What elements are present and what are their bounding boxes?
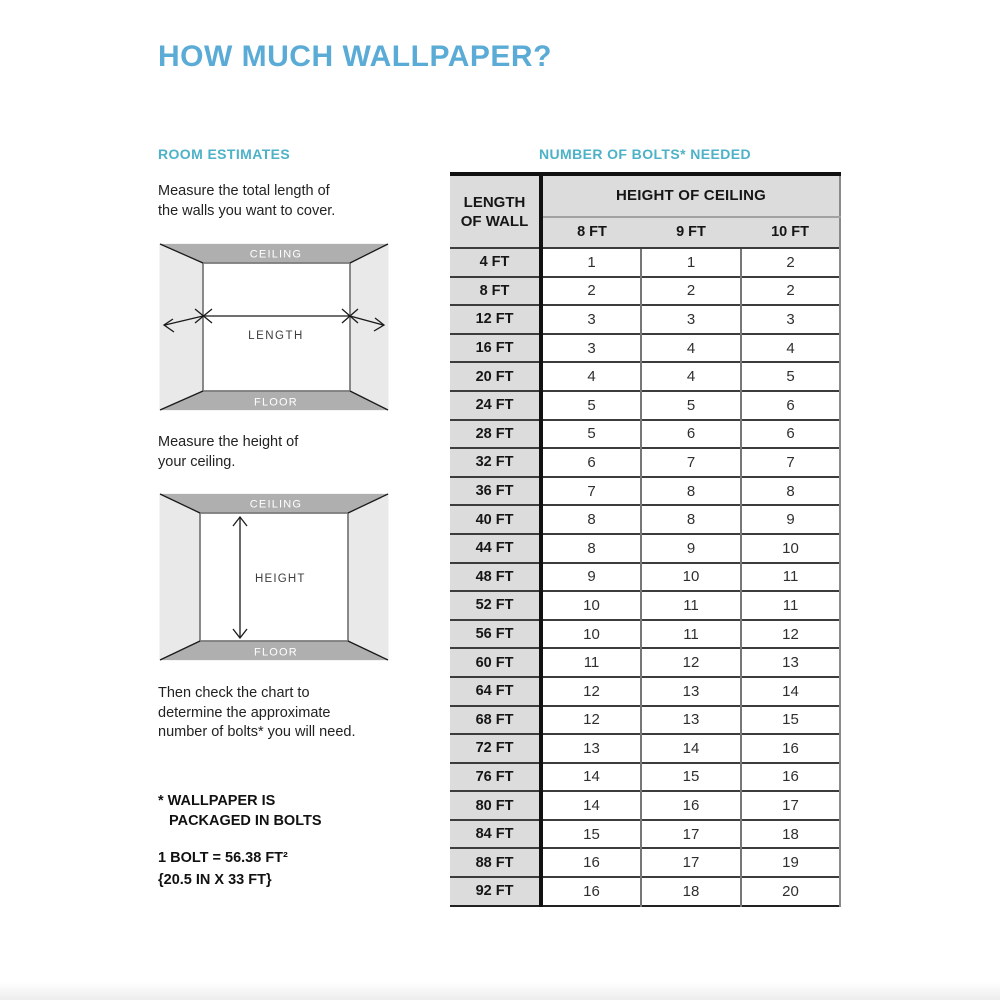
bolts-value-cell: 12 — [741, 620, 840, 649]
bolts-value-cell: 11 — [741, 563, 840, 592]
bolts-value-cell: 2 — [741, 248, 840, 277]
table-row — [450, 420, 840, 449]
wall-length-cell: 32 FT — [450, 448, 541, 477]
bolts-value-cell: 10 — [741, 534, 840, 563]
bolts-value-cell: 16 — [541, 848, 641, 877]
bolts-value-cell: 8 — [541, 534, 641, 563]
bolts-table-body — [450, 248, 840, 906]
bolts-value-cell: 10 — [541, 591, 641, 620]
bolts-value-cell: 5 — [741, 362, 840, 391]
wall-length-cell: 60 FT — [450, 648, 541, 677]
bolts-value-cell: 13 — [641, 706, 741, 735]
bolts-value-cell: 16 — [541, 877, 641, 906]
bolts-value-cell: 17 — [641, 848, 741, 877]
bolts-value-cell: 8 — [541, 505, 641, 534]
bolt-spec-line: {20.5 IN X 33 FT} — [158, 872, 272, 888]
bolts-value-cell: 15 — [641, 763, 741, 792]
bolts-value-cell: 1 — [541, 248, 641, 277]
height-room-diagram — [158, 492, 390, 662]
instruction-line: Then check the chart to — [158, 685, 310, 701]
wall-length-cell: 36 FT — [450, 477, 541, 506]
wall-length-cell: 8 FT — [450, 277, 541, 306]
bolts-value-cell: 13 — [641, 677, 741, 706]
column-header-10ft: 10 FT — [741, 217, 840, 248]
table-row — [450, 848, 840, 877]
wall-length-cell: 4 FT — [450, 248, 541, 277]
ceiling-label: CEILING — [249, 248, 303, 261]
bolts-value-cell: 11 — [541, 648, 641, 677]
bolts-table — [450, 172, 841, 907]
bolts-value-cell: 8 — [641, 477, 741, 506]
length-label: LENGTH — [248, 330, 304, 342]
bolts-needed-heading: NUMBER OF BOLTS* NEEDED — [539, 146, 751, 162]
room-estimates-heading: ROOM ESTIMATES — [158, 146, 291, 162]
bolts-value-cell: 4 — [541, 362, 641, 391]
height-of-ceiling-header: HEIGHT OF CEILING — [541, 174, 840, 217]
table-row — [450, 334, 840, 363]
wall-length-cell: 20 FT — [450, 362, 541, 391]
instruction-step-chart — [158, 684, 355, 743]
bolts-value-cell: 14 — [541, 791, 641, 820]
table-row — [450, 877, 840, 906]
bolts-value-cell: 14 — [541, 763, 641, 792]
table-row — [450, 706, 840, 735]
bolts-value-cell: 6 — [741, 420, 840, 449]
table-row — [450, 277, 840, 306]
bolt-spec-line: 1 BOLT = 56.38 FT² — [158, 850, 288, 866]
wall-length-cell: 12 FT — [450, 305, 541, 334]
table-row — [450, 620, 840, 649]
bolts-value-cell: 5 — [541, 391, 641, 420]
instruction-line: determine the approximate — [158, 704, 331, 721]
wall-length-cell: 88 FT — [450, 848, 541, 877]
table-row — [450, 591, 840, 620]
instruction-line: the walls you want to cover. — [158, 202, 336, 219]
table-row — [450, 734, 840, 763]
page-title: HOW MUCH WALLPAPER? — [158, 40, 552, 73]
bolts-value-cell: 7 — [741, 448, 840, 477]
bolts-value-cell: 12 — [541, 677, 641, 706]
wall-length-cell: 24 FT — [450, 391, 541, 420]
table-row — [450, 305, 840, 334]
bolts-value-cell: 13 — [541, 734, 641, 763]
floor-label: FLOOR — [254, 396, 298, 409]
instruction-step-length — [158, 182, 335, 221]
bolts-value-cell: 2 — [541, 277, 641, 306]
bolts-table-container — [450, 172, 842, 907]
bolts-value-cell: 2 — [741, 277, 840, 306]
page-bottom-shading — [0, 982, 1000, 1000]
table-row — [450, 362, 840, 391]
table-row — [450, 391, 840, 420]
footnote-line: * WALLPAPER IS — [158, 793, 276, 809]
bolts-value-cell: 6 — [541, 448, 641, 477]
bolts-value-cell: 5 — [541, 420, 641, 449]
bolts-value-cell: 3 — [741, 305, 840, 334]
bolts-value-cell: 9 — [541, 563, 641, 592]
table-row — [450, 563, 840, 592]
bolts-value-cell: 8 — [741, 477, 840, 506]
room-back-wall — [203, 263, 350, 391]
bolts-value-cell: 11 — [741, 591, 840, 620]
wall-length-cell: 48 FT — [450, 563, 541, 592]
instruction-line: number of bolts* you will need. — [158, 724, 356, 740]
wall-length-cell: 80 FT — [450, 791, 541, 820]
bolts-value-cell: 18 — [641, 877, 741, 906]
length-of-wall-header: LENGTH OF WALL — [450, 174, 541, 248]
bolts-value-cell: 13 — [741, 648, 840, 677]
wall-length-cell: 56 FT — [450, 620, 541, 649]
wall-length-cell: 92 FT — [450, 877, 541, 906]
bolts-value-cell: 6 — [741, 391, 840, 420]
table-row — [450, 677, 840, 706]
floor-label: FLOOR — [254, 646, 298, 659]
table-row — [450, 763, 840, 792]
bolts-value-cell: 4 — [641, 362, 741, 391]
bolts-value-cell: 9 — [641, 534, 741, 563]
wall-length-cell: 40 FT — [450, 505, 541, 534]
bolt-size-spec — [158, 847, 288, 891]
bolts-value-cell: 7 — [541, 477, 641, 506]
table-row — [450, 448, 840, 477]
bolts-value-cell: 3 — [541, 334, 641, 363]
wall-length-cell: 44 FT — [450, 534, 541, 563]
column-header-9ft: 9 FT — [641, 217, 741, 248]
bolts-value-cell: 12 — [641, 648, 741, 677]
bolts-value-cell: 16 — [741, 734, 840, 763]
column-header-8ft: 8 FT — [541, 217, 641, 248]
bolts-value-cell: 17 — [741, 791, 840, 820]
wall-length-cell: 76 FT — [450, 763, 541, 792]
bolts-value-cell: 16 — [641, 791, 741, 820]
instruction-line: Measure the height of — [158, 434, 299, 450]
bolts-value-cell: 16 — [741, 763, 840, 792]
bolts-value-cell: 5 — [641, 391, 741, 420]
wall-length-cell: 68 FT — [450, 706, 541, 735]
instruction-line: Measure the total length of — [158, 183, 330, 199]
bolts-value-cell: 3 — [641, 305, 741, 334]
bolts-value-cell: 2 — [641, 277, 741, 306]
bolts-value-cell: 4 — [741, 334, 840, 363]
bolts-value-cell: 11 — [641, 620, 741, 649]
table-header-row — [450, 174, 840, 217]
bolts-value-cell: 3 — [541, 305, 641, 334]
table-row — [450, 648, 840, 677]
instruction-step-height — [158, 433, 298, 472]
bolts-value-cell: 8 — [641, 505, 741, 534]
bolts-value-cell: 15 — [741, 706, 840, 735]
table-row — [450, 505, 840, 534]
bolts-value-cell: 10 — [541, 620, 641, 649]
bolts-value-cell: 7 — [641, 448, 741, 477]
height-label: HEIGHT — [255, 573, 306, 585]
bolts-value-cell: 10 — [641, 563, 741, 592]
wall-length-cell: 72 FT — [450, 734, 541, 763]
ceiling-label: CEILING — [249, 498, 303, 511]
bolts-value-cell: 4 — [641, 334, 741, 363]
bolts-value-cell: 12 — [541, 706, 641, 735]
bolts-value-cell: 20 — [741, 877, 840, 906]
wall-length-cell: 28 FT — [450, 420, 541, 449]
wall-length-cell: 16 FT — [450, 334, 541, 363]
table-row — [450, 820, 840, 849]
instruction-line: your ceiling. — [158, 453, 236, 470]
table-row — [450, 534, 840, 563]
bolts-value-cell: 17 — [641, 820, 741, 849]
table-row — [450, 248, 840, 277]
bolts-value-cell: 19 — [741, 848, 840, 877]
bolts-value-cell: 15 — [541, 820, 641, 849]
table-row — [450, 791, 840, 820]
bolts-value-cell: 1 — [641, 248, 741, 277]
bolts-value-cell: 14 — [741, 677, 840, 706]
wallpaper-bolts-footnote — [158, 792, 322, 831]
length-room-diagram — [158, 242, 390, 412]
table-row — [450, 477, 840, 506]
bolts-value-cell: 11 — [641, 591, 741, 620]
footnote-line: PACKAGED IN BOLTS — [169, 812, 322, 829]
bolts-value-cell: 9 — [741, 505, 840, 534]
wall-length-cell: 84 FT — [450, 820, 541, 849]
wall-length-cell: 52 FT — [450, 591, 541, 620]
bolts-value-cell: 6 — [641, 420, 741, 449]
bolts-value-cell: 14 — [641, 734, 741, 763]
wall-length-cell: 64 FT — [450, 677, 541, 706]
bolts-value-cell: 18 — [741, 820, 840, 849]
